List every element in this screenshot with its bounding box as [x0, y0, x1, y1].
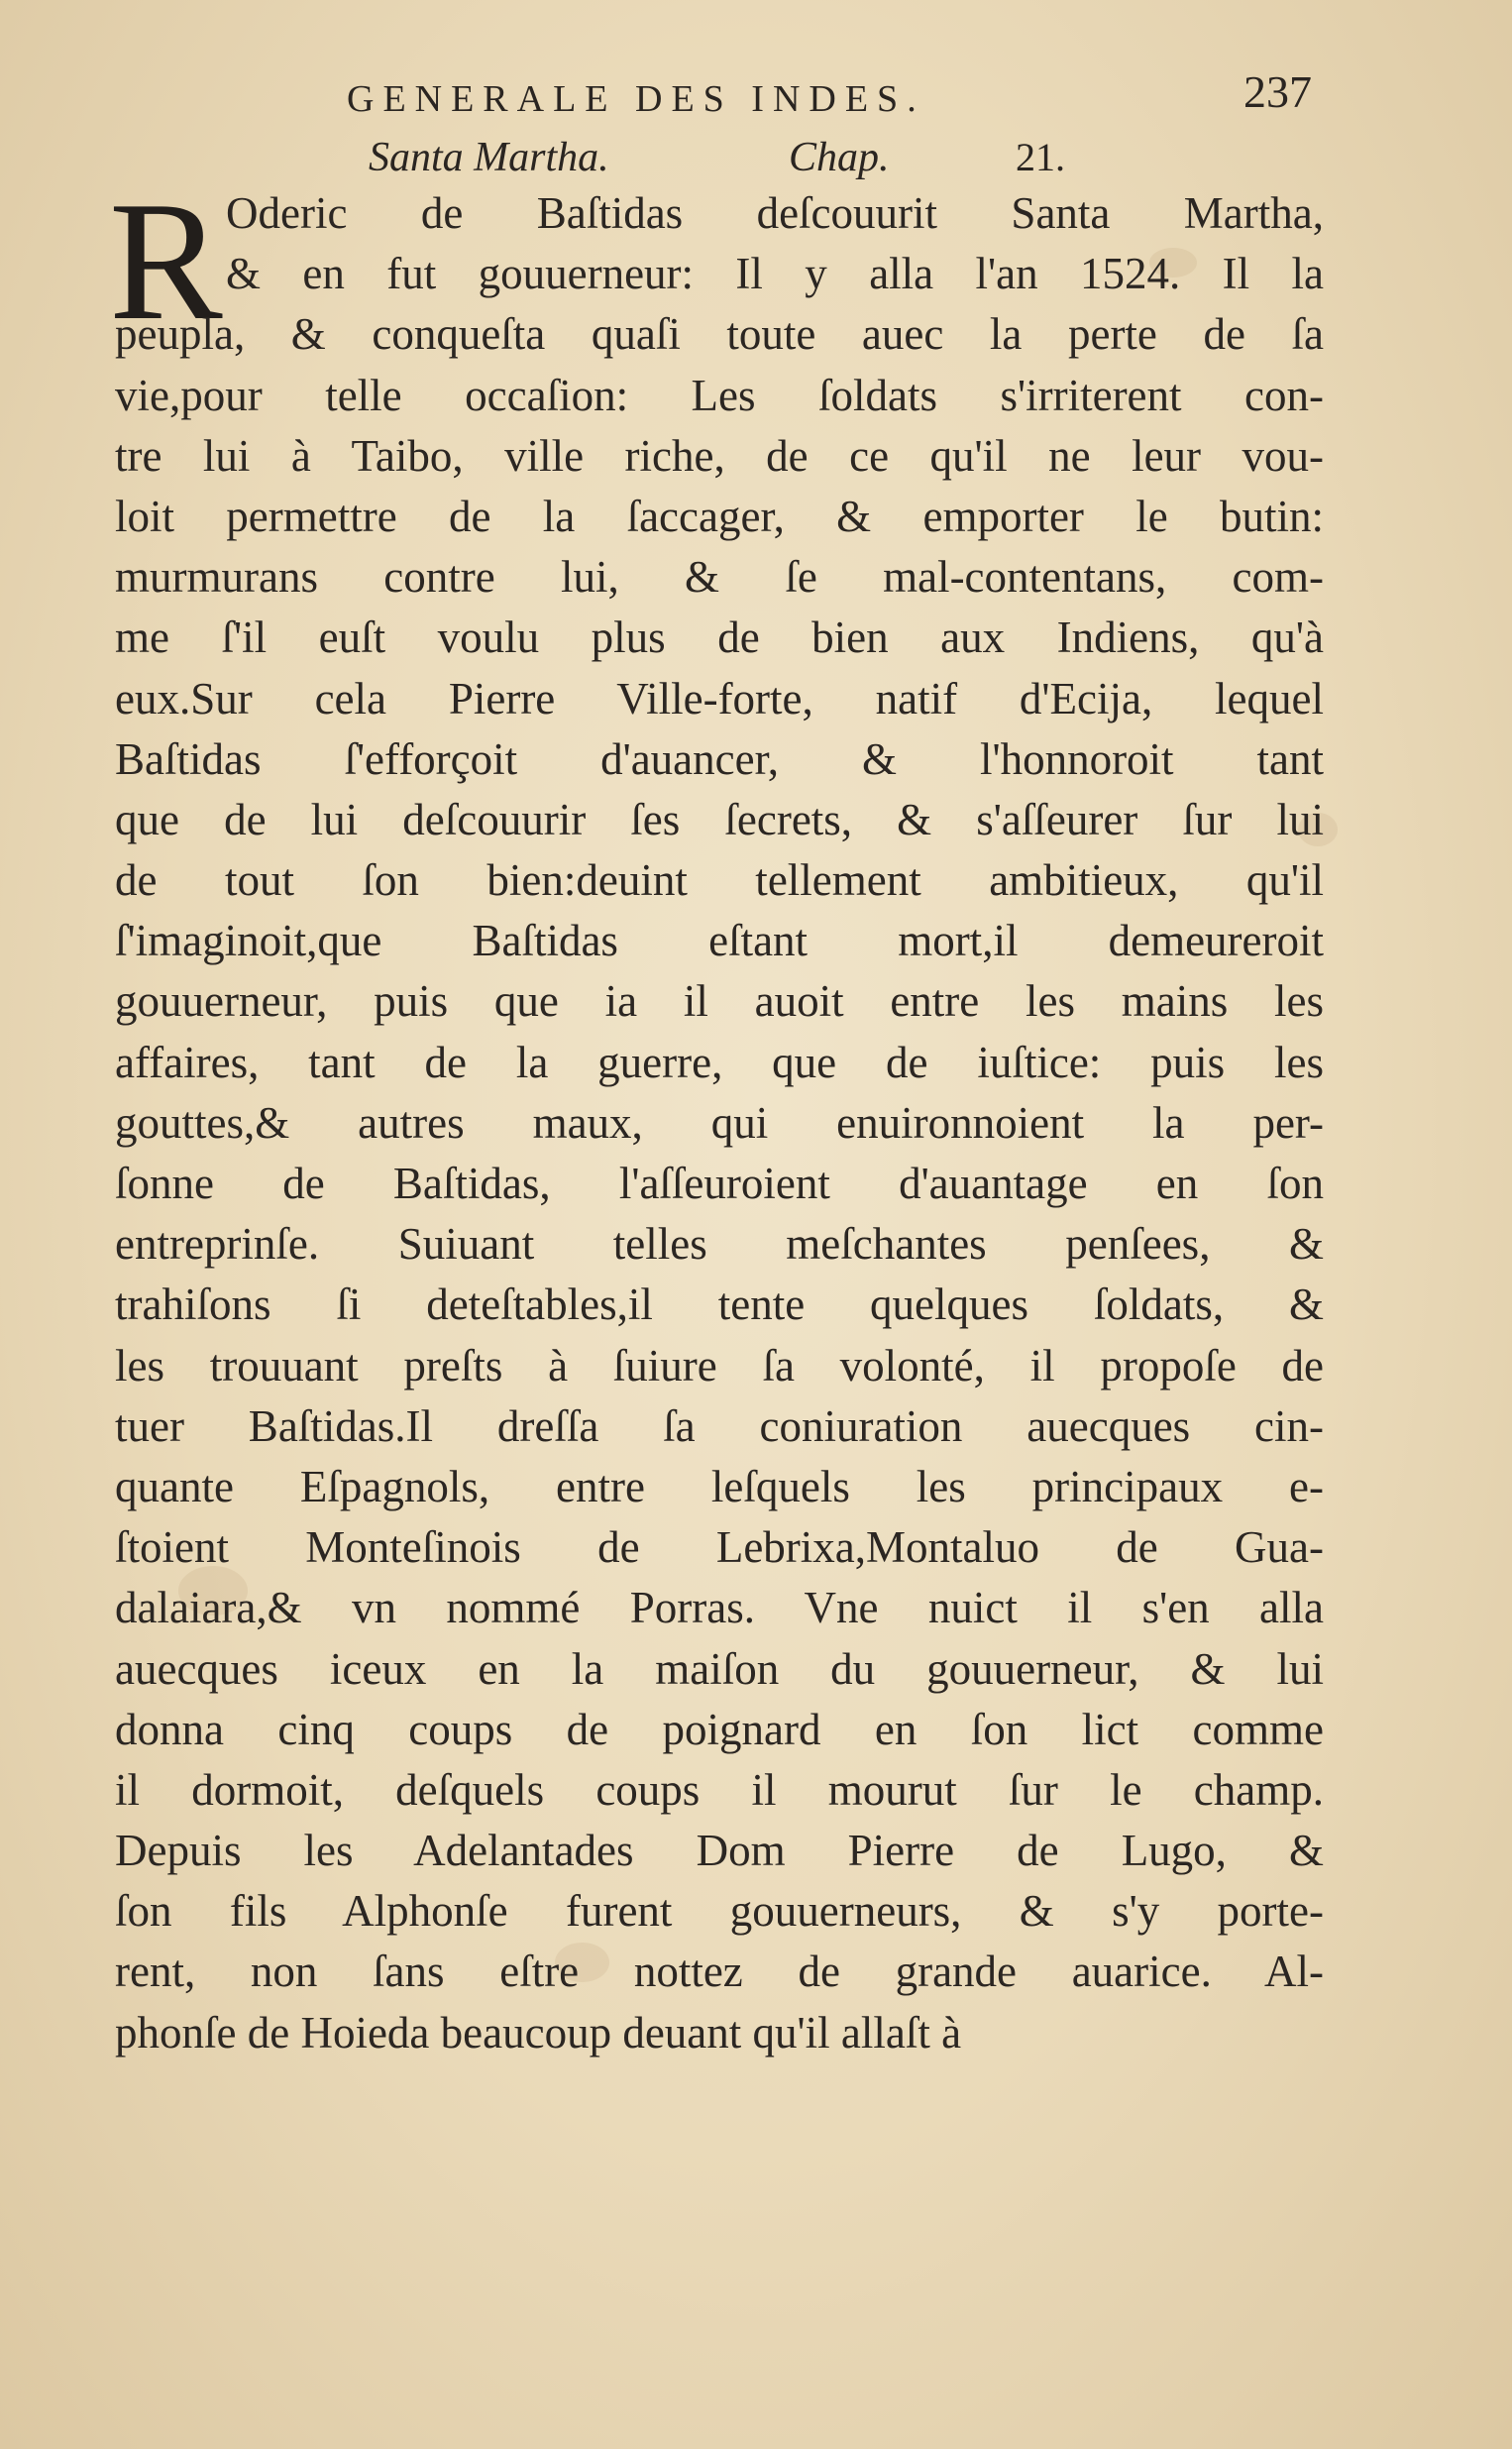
- text-line: ſ'imaginoit,que Baſtidas eſtant mort,il demeureroit: [115, 916, 1324, 966]
- drop-cap: R: [109, 167, 223, 356]
- text-line: ſonne de Baſtidas, l'aſſeuroient d'auantage en ſon: [115, 1159, 1324, 1208]
- text-line: affaires, tant de la guerre, que de iuſtice: puis les: [115, 1037, 1324, 1087]
- text-line: gouttes,& autres maux, qui enuironnoient la per-: [115, 1097, 1324, 1148]
- text-line: ſon fils Alphonſe furent gouuerneurs, & s'y porte-: [115, 1886, 1324, 1937]
- text-line: dalaiara,& vn nommé Porras. Vne nuict il s'en alla: [115, 1583, 1324, 1633]
- text-line: donna cinq coups de poignard en ſon lict comme: [115, 1704, 1324, 1754]
- text-line: de tout ſon bien:deuint tellement ambitieux, qu'il: [115, 855, 1324, 906]
- text-line: entreprinſe. Suiuant telles meſchantes penſees, &: [115, 1219, 1324, 1270]
- text-line: tre lui à Taibo, ville riche, de ce qu'il ne leur vou-: [115, 430, 1324, 481]
- text-line: quante Eſpagnols, entre leſquels les principaux e-: [115, 1461, 1324, 1511]
- running-title: GENERALE DES INDES.: [347, 78, 925, 120]
- body-text: [115, 183, 1324, 2063]
- section-place: Santa Martha.: [369, 135, 609, 180]
- text-line: auecques iceux en la maiſon du gouuerneur, & lui: [115, 1643, 1324, 1694]
- text-line: il dormoit, deſquels coups il mourut ſur le champ.: [115, 1764, 1324, 1815]
- chapter-number: 21.: [1016, 135, 1065, 179]
- text-line: murmurans contre lui, & ſe mal-contentans, com-: [115, 552, 1324, 603]
- chapter-label: Chap.: [789, 135, 890, 180]
- text-line: peupla, & conqueſta quaſi toute auec la perte de ſa: [115, 309, 1324, 360]
- text-line: Baſtidas ſ'efforçoit d'auancer, & l'honnoroit tant: [115, 733, 1324, 784]
- page-number: 237: [1243, 66, 1312, 117]
- text-line: trahiſons ſi deteſtables,il tente quelques ſoldats, &: [115, 1280, 1324, 1330]
- text-line: phonſe de Hoieda beaucoup deuant qu'il allaſt à: [115, 2007, 962, 2058]
- text-line: que de lui deſcouurir ſes ſecrets, & s'aſſeurer ſur lui: [115, 794, 1324, 844]
- text-line: vie,pour telle occaſion: Les ſoldats s'irriterent con-: [115, 370, 1324, 420]
- text-line: les trouuant preſts à ſuiure ſa volonté, il propoſe de: [115, 1340, 1324, 1391]
- text-line: loit permettre de la ſaccager, & emporter le butin:: [115, 491, 1324, 541]
- text-line: Depuis les Adelantades Dom Pierre de Lugo, &: [115, 1826, 1324, 1876]
- text-line: gouuerneur, puis que ia il auoit entre les mains les: [115, 976, 1324, 1027]
- text-line: rent, non ſans eſtre nottez de grande auarice. Al-: [115, 1947, 1324, 1997]
- text-line: ſtoient Monteſinois de Lebrixa,Montaluo de Gua-: [115, 1522, 1324, 1573]
- text-line: me ſ'il euſt voulu plus de bien aux Indiens, qu'à: [115, 612, 1324, 663]
- text-line: Oderic de Baſtidas deſcouurit Santa Martha,: [226, 188, 1324, 238]
- text-line: & en fut gouuerneur: Il y alla l'an 1524. Il la: [226, 249, 1324, 299]
- text-line: tuer Baſtidas.Il dreſſa ſa coniuration auecques cin-: [115, 1400, 1324, 1451]
- text-line: eux.Sur cela Pierre Ville-forte, natif d'Ecija, lequel: [115, 673, 1324, 724]
